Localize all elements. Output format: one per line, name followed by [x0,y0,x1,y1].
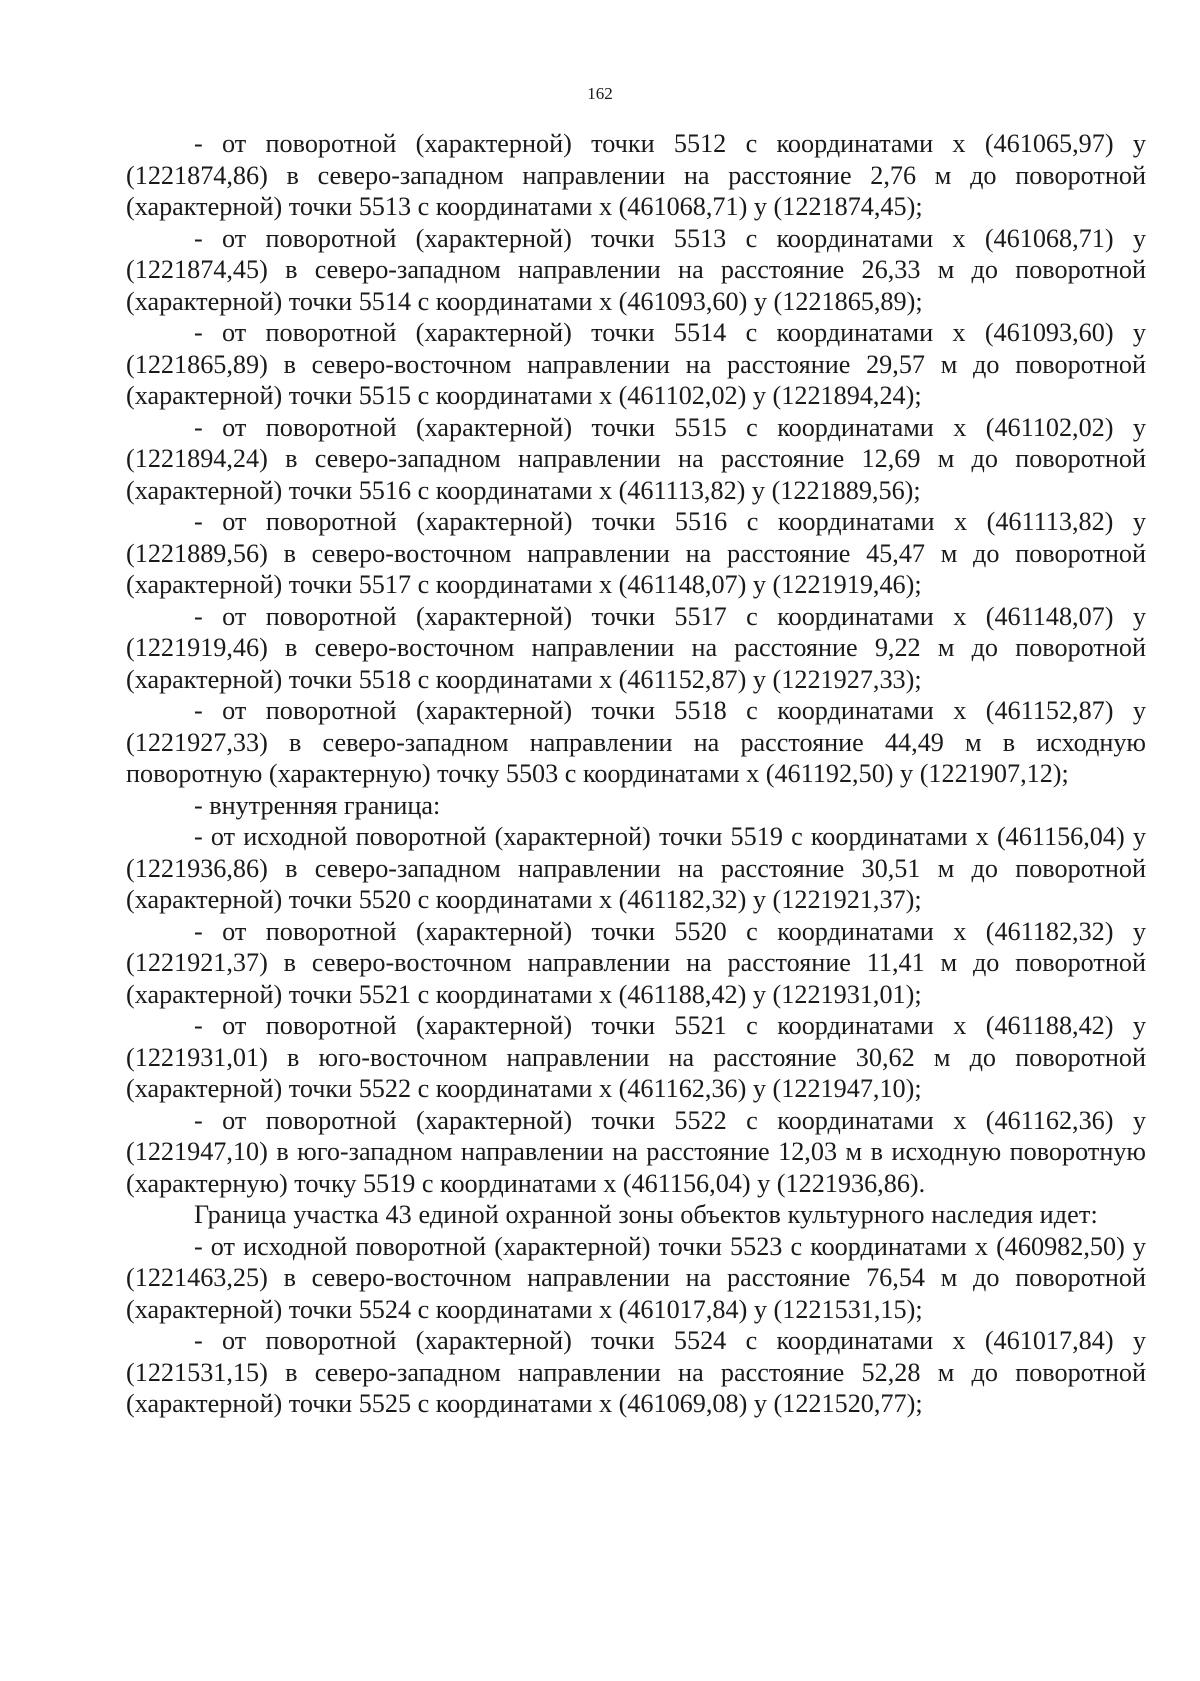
paragraph-boundary-5519: - от исходной поворотной (характерной) точки 5519 с координатами х (461156,04) у (1221936,86) в северо-западном направлении на расстояние 30,51 м до поворотной (характерной) точки 5520 с координатами х (461182,32) у (1221921,37); [126,822,1146,914]
paragraph-section-43-heading: Граница участка 43 единой охранной зоны объектов культурного наследия идет: [194,1200,1098,1229]
paragraph-inner-boundary-heading: - внутренняя граница: [194,790,441,820]
paragraph-boundary-5517: - от поворотной (характерной) точки 5517 с координатами х (461148,07) у (1221919,46) в северо-восточном направлении на расстояние 9,22 м до поворотной (характерной) точки 5518 с координатами х (461152,87) у (1221927,33); [126,601,1146,694]
paragraph-boundary-5522: - от поворотной (характерной) точки 5522 с координатами х (461162,36) у (1221947,10) в юго-западном направлении на расстояние 12,03 м в исходную поворотную (характерную) точку 5519 с координатами х (461156,04) у (1221936,86). [126,1105,1146,1198]
paragraph-boundary-5524: - от поворотной (характерной) точки 5524 с координатами х (461017,84) у (1221531,15) в северо-западном направлении на расстояние 52,28 м до поворотной (характерной) точки 5525 с координатами х (461069,08) у (1221520,77); [126,1326,1146,1418]
paragraph-boundary-5512: - от поворотной (характерной) точки 5512 с координатами х (461065,97) у (1221874,86) в северо-западном направлении на расстояние 2,76 м до поворотной (характерной) точки 5513 с координатами х (461068,71) у (1221874,45); [126,129,1146,221]
paragraph-boundary-5515: - от поворотной (характерной) точки 5515 с координатами х (461102,02) у (1221894,24) в северо-западном направлении на расстояние 12,69 м до поворотной (характерной) точки 5516 с координатами х (461113,82) у (1221889,56); [126,412,1146,505]
paragraph-boundary-5516: - от поворотной (характерной) точки 5516 с координатами х (461113,82) у (1221889,56) в северо-восточном направлении на расстояние 45,47 м до поворотной (характерной) точки 5517 с координатами х (461148,07) у (1221919,46); [126,507,1146,599]
paragraph-boundary-5513: - от поворотной (характерной) точки 5513 с координатами х (461068,71) у (1221874,45) в северо-западном направлении на расстояние 26,33 м до поворотной (характерной) точки 5514 с координатами х (461093,60) у (1221865,89); [126,223,1146,316]
paragraph-boundary-5518: - от поворотной (характерной) точки 5518 с координатами х (461152,87) у (1221927,33) в северо-западном направлении на расстояние 44,49 м в исходную поворотную (характерную) точку 5503 с координатами х (461192,50) у (1221907,12); [126,696,1146,788]
document-body [126,128,1146,1420]
paragraph-boundary-5514: - от поворотной (характерной) точки 5514 с координатами х (461093,60) у (1221865,89) в северо-восточном направлении на расстояние 29,57 м до поворотной (характерной) точки 5515 с координатами х (461102,02) у (1221894,24); [126,318,1146,410]
paragraph-boundary-5520: - от поворотной (характерной) точки 5520 с координатами х (461182,32) у (1221921,37) в северо-восточном направлении на расстояние 11,41 м до поворотной (характерной) точки 5521 с координатами х (461188,42) у (1221931,01); [126,916,1146,1009]
paragraph-boundary-5523: - от исходной поворотной (характерной) точки 5523 с координатами х (460982,50) у (1221463,25) в северо-восточном направлении на расстояние 76,54 м до поворотной (характерной) точки 5524 с координатами х (461017,84) у (1221531,15); [126,1231,1146,1324]
paragraph-boundary-5521: - от поворотной (характерной) точки 5521 с координатами х (461188,42) у (1221931,01) в юго-восточном направлении на расстояние 30,62 м до поворотной (характерной) точки 5522 с координатами х (461162,36) у (1221947,10); [126,1011,1146,1103]
page-number: 162 [587,84,613,103]
